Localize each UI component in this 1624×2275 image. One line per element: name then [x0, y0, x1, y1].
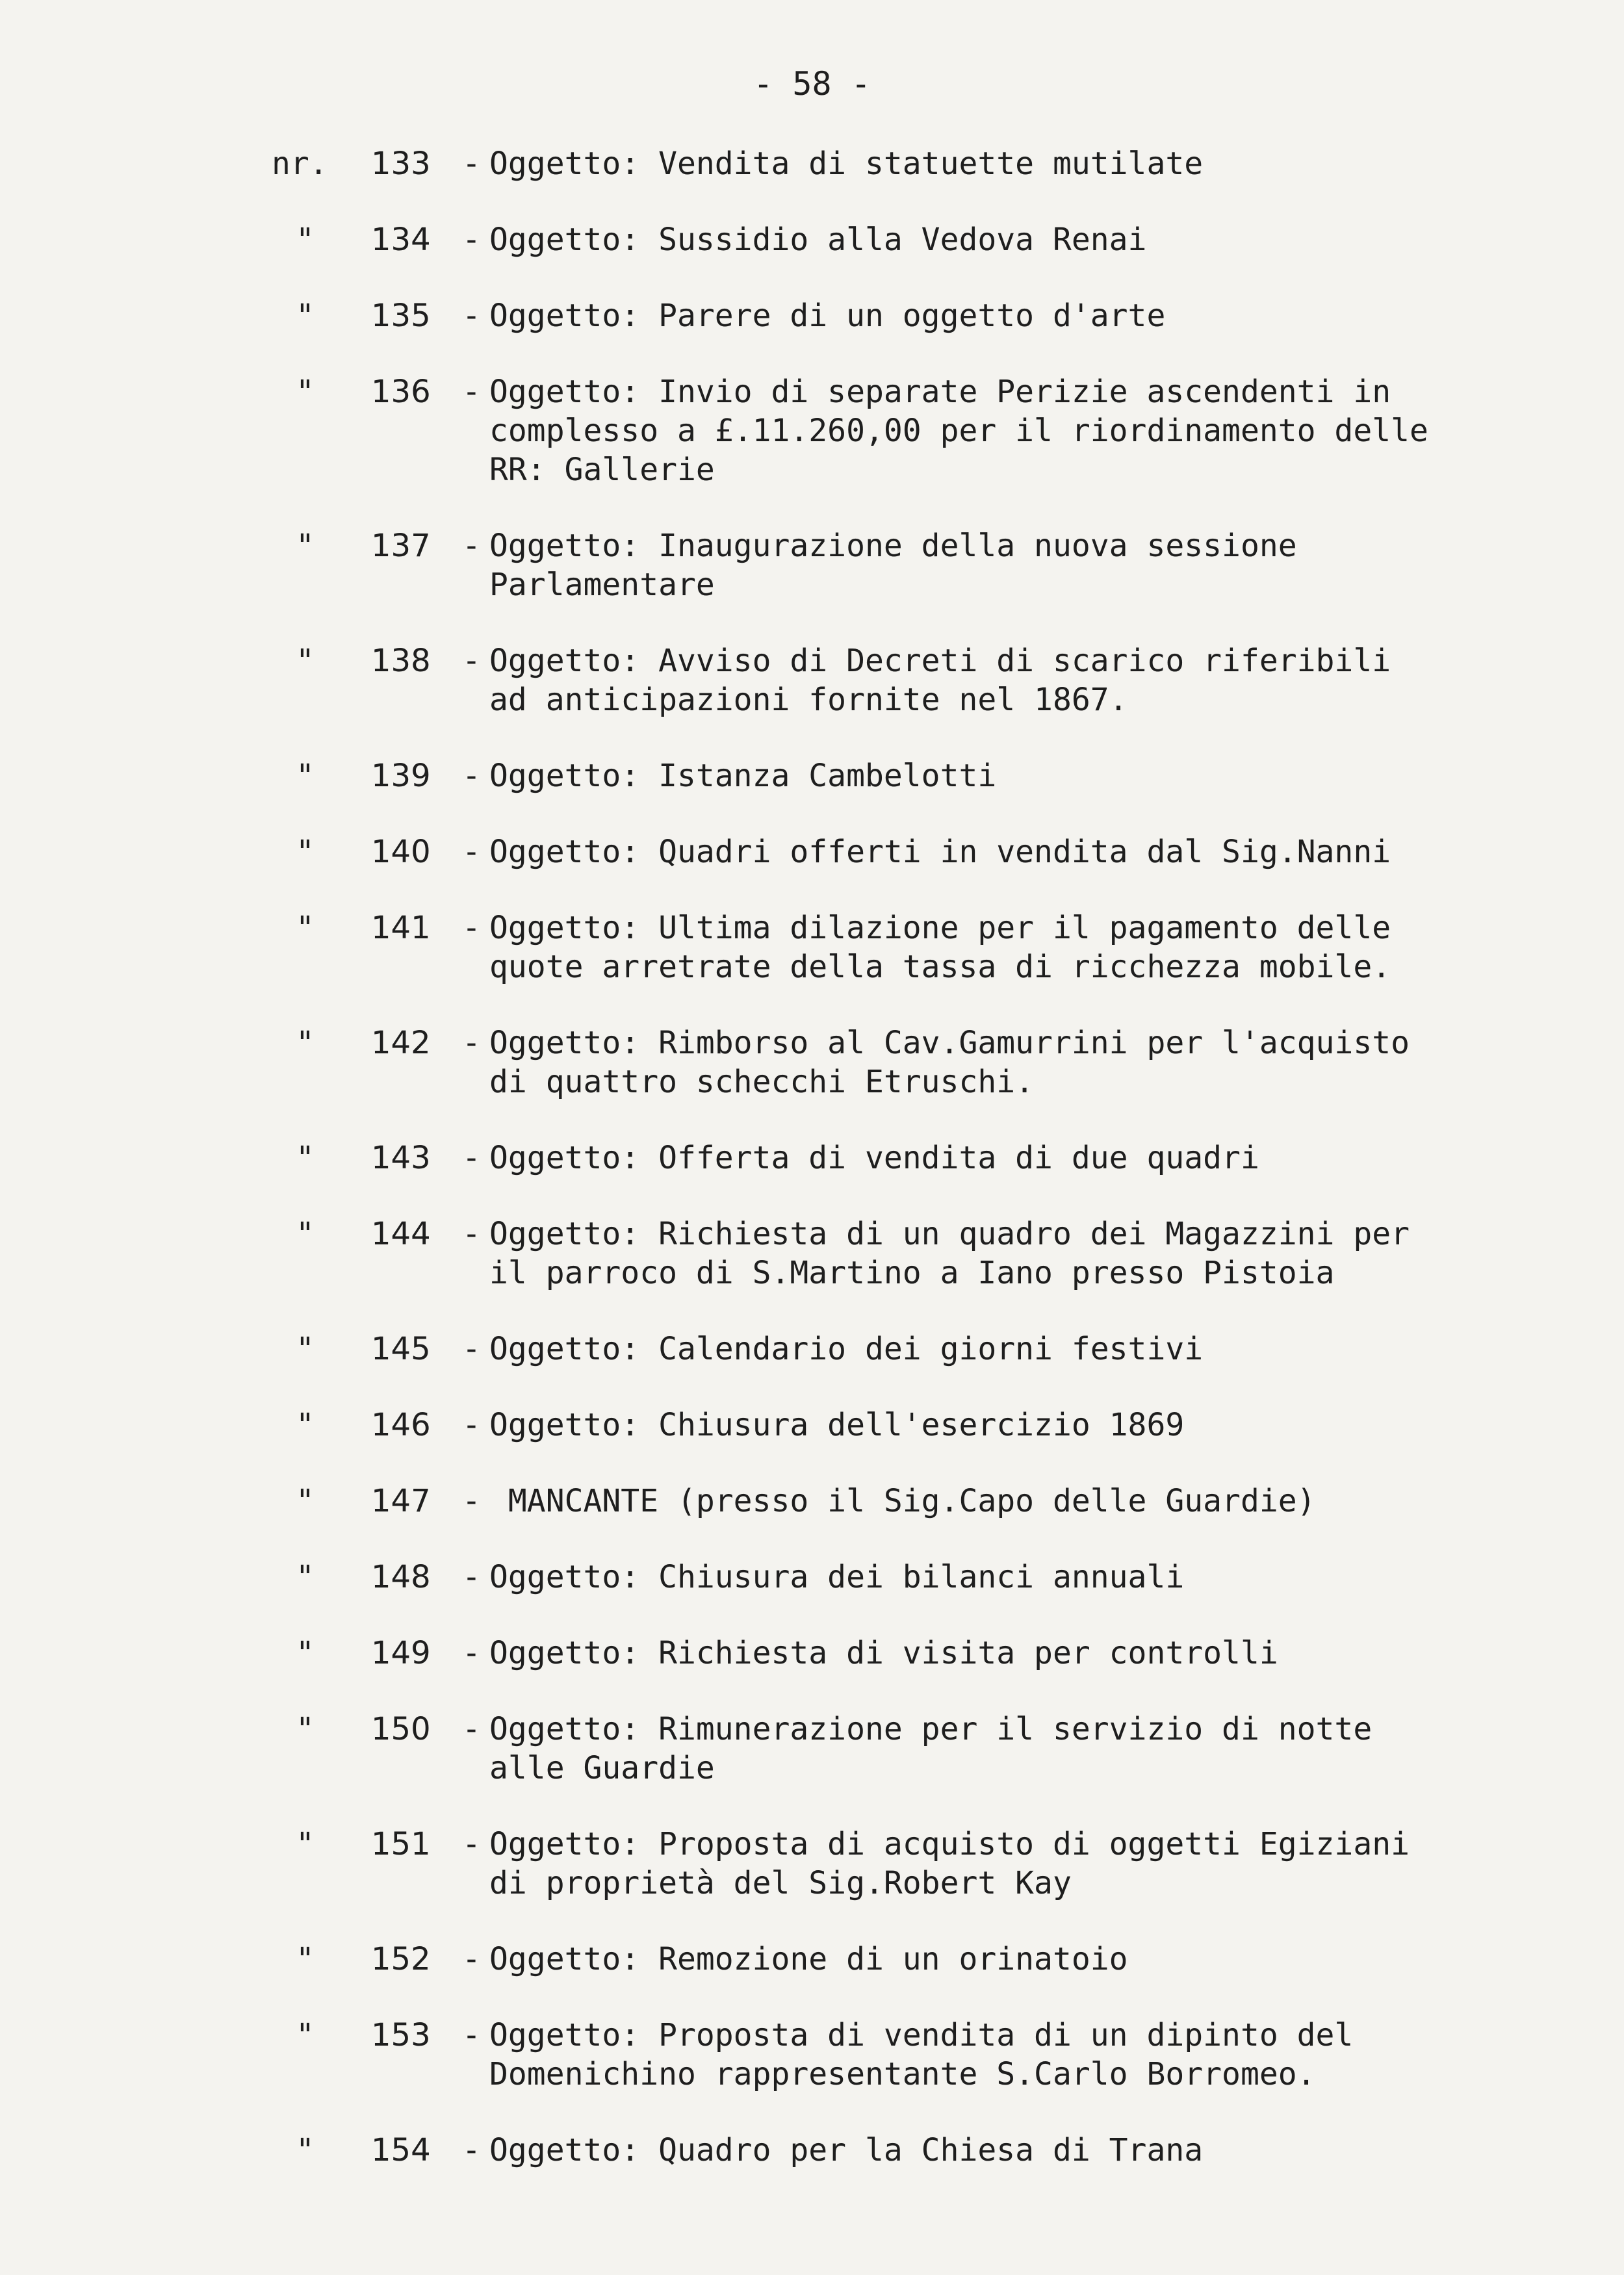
- register-entry: [0, 1558, 1624, 1597]
- entry-text-line: Domenichino rappresentante S.Carlo Borromeo.: [489, 2056, 1316, 2092]
- register-entry: [0, 144, 1624, 183]
- entry-number: 135: [371, 298, 431, 334]
- entry-text-line: Oggetto: Inaugurazione della nuova sessione: [489, 528, 1297, 564]
- entry-text: [462, 296, 1503, 335]
- register-entry: [0, 220, 1624, 259]
- entry-prefix: nr.: [272, 146, 328, 182]
- entry-prefix: ": [296, 1216, 315, 1252]
- entry-text-line: Oggetto: Rimunerazione per il servizio di notte: [489, 1711, 1373, 1747]
- entry-dash: -: [462, 910, 481, 946]
- entry-number: 136: [371, 374, 431, 410]
- entry-dash: -: [462, 1941, 481, 1977]
- entry-prefix: ": [296, 1483, 315, 1519]
- entry-dash: -: [462, 1025, 481, 1061]
- entry-text: [462, 1634, 1503, 1673]
- register-entry: [0, 372, 1624, 489]
- entry-number: 143: [371, 1140, 431, 1176]
- entry-text: [462, 1558, 1503, 1597]
- entry-number: 151: [371, 1826, 431, 1862]
- entry-number: 154: [371, 2132, 431, 2168]
- entry-text-line: Oggetto: Avviso di Decreti di scarico riferibili: [489, 643, 1391, 679]
- entry-text: [462, 1023, 1503, 1101]
- entry-prefix: ": [296, 1826, 315, 1862]
- entry-dash: -: [462, 1483, 481, 1519]
- entry-prefix: ": [296, 1140, 315, 1176]
- entry-text: [462, 2131, 1503, 2170]
- entry-prefix: ": [296, 2132, 315, 2168]
- entry-number: 142: [371, 1025, 431, 1061]
- entry-number: 141: [371, 910, 431, 946]
- entry-text: [462, 1825, 1503, 1903]
- entry-number: 133: [371, 146, 431, 182]
- entry-text-line: di quattro schecchi Etruschi.: [489, 1064, 1035, 1100]
- entry-text-line: MANCANTE (presso il Sig.Capo delle Guardie): [489, 1483, 1316, 1519]
- entry-text-line: Oggetto: Istanza Cambelotti: [489, 758, 997, 794]
- entry-prefix: ": [296, 643, 315, 679]
- register-entry: [0, 756, 1624, 795]
- entry-number: 139: [371, 758, 431, 794]
- entry-number: 152: [371, 1941, 431, 1977]
- entry-prefix: ": [296, 1711, 315, 1747]
- entry-dash: -: [462, 643, 481, 679]
- register-entry: [0, 1825, 1624, 1903]
- entry-text: [462, 641, 1503, 719]
- register-entry: [0, 2131, 1624, 2170]
- entry-prefix: ": [296, 834, 315, 870]
- entry-text-line: Oggetto: Sussidio alla Vedova Renai: [489, 222, 1147, 258]
- entry-prefix: ": [296, 374, 315, 410]
- entry-prefix: ": [296, 1407, 315, 1443]
- entry-text: [462, 2016, 1503, 2094]
- entry-text: [462, 526, 1503, 604]
- register-entry: [0, 1330, 1624, 1369]
- entry-text: [462, 144, 1503, 183]
- entry-prefix: ": [296, 758, 315, 794]
- entry-number: 138: [371, 643, 431, 679]
- register-entry: [0, 1482, 1624, 1521]
- entry-text: [462, 1940, 1503, 1979]
- entry-dash: -: [462, 298, 481, 334]
- entry-text-line: ad anticipazioni fornite nel 1867.: [489, 682, 1128, 718]
- entry-text: [462, 1330, 1503, 1369]
- entry-text: [462, 1215, 1503, 1292]
- entry-dash: -: [462, 146, 481, 182]
- entry-prefix: ": [296, 1941, 315, 1977]
- entry-dash: -: [462, 2132, 481, 2168]
- entry-prefix: ": [296, 528, 315, 564]
- register-entry: [0, 1406, 1624, 1445]
- entry-dash: -: [462, 528, 481, 564]
- entry-list: [0, 144, 1624, 2207]
- entry-dash: -: [462, 834, 481, 870]
- entry-prefix: ": [296, 222, 315, 258]
- register-entry: [0, 1710, 1624, 1788]
- entry-text-line: complesso a £.11.260,00 per il riordinamento delle: [489, 413, 1428, 449]
- entry-dash: -: [462, 1826, 481, 1862]
- entry-text-line: RR: Gallerie: [489, 452, 715, 488]
- entry-dash: -: [462, 2017, 481, 2053]
- entry-text-line: Oggetto: Chiusura dei bilanci annuali: [489, 1559, 1185, 1595]
- entry-number: 145: [371, 1331, 431, 1367]
- register-entry: [0, 526, 1624, 604]
- entry-text-line: Oggetto: Remozione di un orinatoio: [489, 1941, 1128, 1977]
- entry-prefix: ": [296, 1025, 315, 1061]
- entry-number: 140: [371, 834, 431, 870]
- entry-dash: -: [462, 1140, 481, 1176]
- entry-text-line: Oggetto: Proposta di acquisto di oggetti Egiziani: [489, 1826, 1410, 1862]
- entry-text: [462, 1138, 1503, 1177]
- entry-text-line: Oggetto: Richiesta di visita per controlli: [489, 1635, 1278, 1671]
- entry-dash: -: [462, 1407, 481, 1443]
- entry-text-line: quote arretrate della tassa di ricchezza mobile.: [489, 949, 1391, 985]
- entry-number: 149: [371, 1635, 431, 1671]
- entry-text-line: Parlamentare: [489, 567, 715, 603]
- entry-dash: -: [462, 1331, 481, 1367]
- entry-prefix: ": [296, 910, 315, 946]
- entry-text: [462, 832, 1503, 871]
- register-entry: [0, 1940, 1624, 1979]
- entry-text-line: Oggetto: Quadro per la Chiesa di Trana: [489, 2132, 1204, 2168]
- entry-text-line: Oggetto: Quadri offerti in vendita dal Sig.Nanni: [489, 834, 1391, 870]
- entry-text-line: Oggetto: Rimborso al Cav.Gamurrini per l'acquisto: [489, 1025, 1410, 1061]
- entry-prefix: ": [296, 1559, 315, 1595]
- entry-text-line: Oggetto: Richiesta di un quadro dei Magazzini per: [489, 1216, 1410, 1252]
- entry-text-line: Oggetto: Proposta di vendita di un dipinto del: [489, 2017, 1354, 2053]
- entry-number: 153: [371, 2017, 431, 2053]
- entry-text: [462, 756, 1503, 795]
- entry-prefix: ": [296, 2017, 315, 2053]
- register-entry: [0, 296, 1624, 335]
- register-entry: [0, 832, 1624, 871]
- entry-prefix: ": [296, 298, 315, 334]
- entry-text-line: Oggetto: Ultima dilazione per il pagamento delle: [489, 910, 1391, 946]
- entry-text-line: Oggetto: Parere di un oggetto d'arte: [489, 298, 1166, 334]
- entry-text: [462, 1710, 1503, 1788]
- entry-number: 137: [371, 528, 431, 564]
- entry-dash: -: [462, 758, 481, 794]
- entry-dash: -: [462, 1711, 481, 1747]
- entry-text: [462, 220, 1503, 259]
- entry-number: 134: [371, 222, 431, 258]
- register-entry: [0, 641, 1624, 719]
- entry-prefix: ": [296, 1635, 315, 1671]
- entry-text-line: Oggetto: Calendario dei giorni festivi: [489, 1331, 1204, 1367]
- register-entry: [0, 1634, 1624, 1673]
- entry-text-line: Oggetto: Offerta di vendita di due quadri: [489, 1140, 1259, 1176]
- entry-number: 150: [371, 1711, 431, 1747]
- register-entry: [0, 1215, 1624, 1292]
- entry-text-line: il parroco di S.Martino a Iano presso Pistoia: [489, 1255, 1335, 1291]
- entry-dash: -: [462, 222, 481, 258]
- entry-dash: -: [462, 1635, 481, 1671]
- register-entry: [0, 908, 1624, 986]
- entry-number: 146: [371, 1407, 431, 1443]
- entry-text: [462, 908, 1503, 986]
- entry-dash: -: [462, 374, 481, 410]
- entry-text: [462, 1482, 1503, 1521]
- register-entry: [0, 1023, 1624, 1101]
- entry-text-line: Oggetto: Chiusura dell'esercizio 1869: [489, 1407, 1185, 1443]
- entry-dash: -: [462, 1216, 481, 1252]
- entry-number: 144: [371, 1216, 431, 1252]
- entry-text: [462, 372, 1503, 489]
- entry-text-line: alle Guardie: [489, 1750, 715, 1786]
- entry-prefix: ": [296, 1331, 315, 1367]
- register-entry: [0, 1138, 1624, 1177]
- entry-text-line: Oggetto: Vendita di statuette mutilate: [489, 146, 1204, 182]
- entry-text: [462, 1406, 1503, 1445]
- entry-number: 148: [371, 1559, 431, 1595]
- page-number: - 58 -: [753, 65, 871, 103]
- register-entry: [0, 2016, 1624, 2094]
- entry-number: 147: [371, 1483, 431, 1519]
- entry-dash: -: [462, 1559, 481, 1595]
- entry-text-line: Oggetto: Invio di separate Perizie ascendenti in: [489, 374, 1391, 410]
- entry-text-line: di proprietà del Sig.Robert Kay: [489, 1865, 1072, 1901]
